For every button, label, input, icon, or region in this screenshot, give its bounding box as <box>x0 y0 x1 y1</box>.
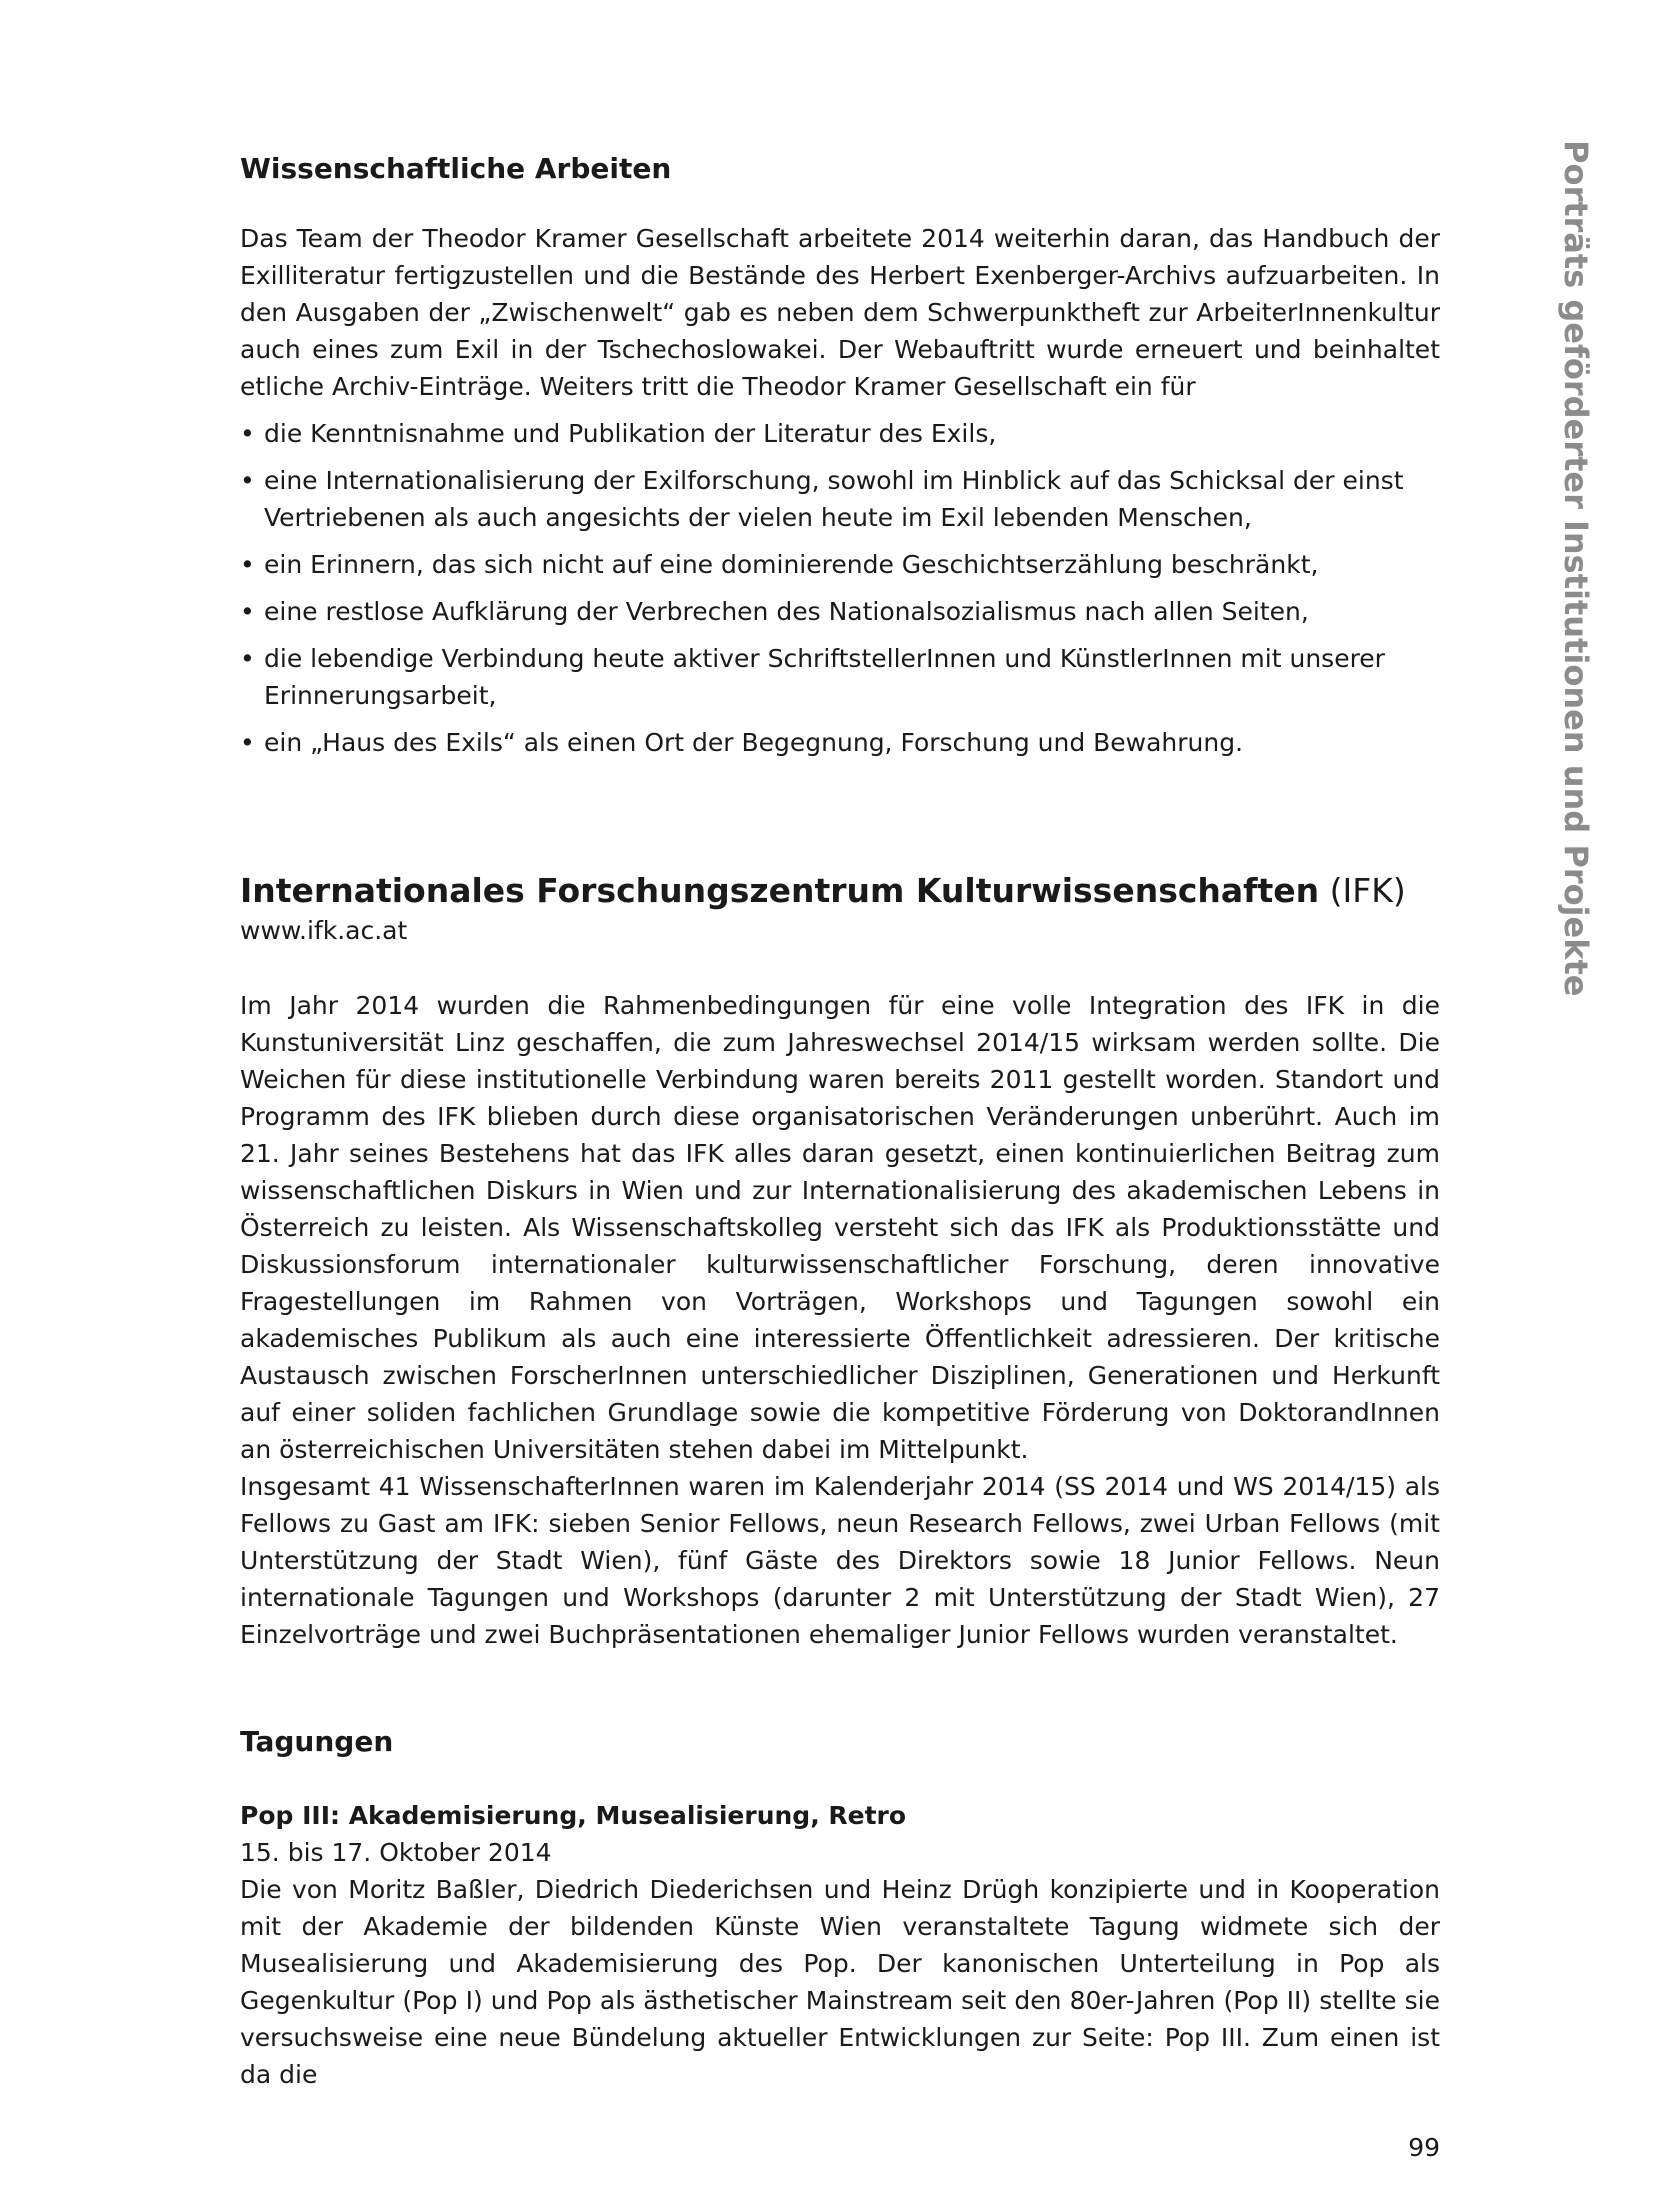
institution-abbreviation: (IFK) <box>1329 871 1406 910</box>
subheading-tagungen: Tagungen <box>240 1725 394 1758</box>
event-description: Die von Moritz Baßler, Diedrich Diederichsen und Heinz Drügh konzipierte und in Kooperation mit der Akademie der bildenden Künste Wien veranstaltete Tagung widmete sich der Musealisierung und Akademisierung des Pop. Der kanonischen Unterteilung in Pop als Gegenkultur (Pop I) und Pop als ästhetischer Mainstream seit den 80er-Jahren (Pop II) stellte sie versuchsweise eine neue Bündelung aktueller Entwicklungen zur Seite: Pop III. Zum einen ist da die <box>240 1875 1440 2089</box>
page-content <box>240 150 1440 2093</box>
bullet-item: • ein „Haus des Exils“ als einen Ort der Begegnung, Forschung und Bewahrung. <box>240 724 1440 761</box>
section1-bullet-list <box>240 415 1440 761</box>
institution-title: Internationales Forschungszentrum Kulturwissenschaften <box>240 871 1320 910</box>
event-date: 15. bis 17. Oktober 2014 <box>240 1838 552 1867</box>
institution-paragraph-2: Insgesamt 41 WissenschafterInnen waren im Kalenderjahr 2014 (SS 2014 und WS 2014/15) als Fellows zu Gast am IFK: sieben Senior Fellows, neun Research Fellows, zwei Urban Fellows (mit Unterstützung der Stadt Wien), fünf Gäste des Direktors sowie 18 Junior Fellows. Neun internationale Tagungen und Workshops (darunter 2 mit Unterstützung der Stadt Wien), 27 Einzelvorträge und zwei Buchpräsentationen ehemaliger Junior Fellows wurden veranstaltet. <box>240 1472 1440 1649</box>
bullet-item: • eine restlose Aufklärung der Verbrechen des Nationalsozialismus nach allen Seiten, <box>240 593 1440 630</box>
institution-heading <box>240 869 1440 913</box>
institution-url: www.ifk.ac.at <box>240 916 408 945</box>
section-heading-wissenschaftliche-arbeiten: Wissenschaftliche Arbeiten <box>240 152 672 185</box>
bullet-item: • die lebendige Verbindung heute aktiver SchriftstellerInnen und KünstlerInnen mit unserer Erinnerungsarbeit, <box>240 640 1440 714</box>
page-number: 99 <box>1408 2133 1440 2162</box>
section1-paragraph: Das Team der Theodor Kramer Gesellschaft arbeitete 2014 weiterhin daran, das Handbuch der Exilliteratur fertigzustellen und die Bestände des Herbert Exenberger-Archivs aufzuarbeiten. In den Ausgaben der „Zwischenwelt“ gab es neben dem Schwerpunktheft zur ArbeiterInnenkultur auch eines zum Exil in der Tschechoslowakei. Der Webauftritt wurde erneuert und beinhaltet etliche Archiv-Einträge. Weiters tritt die Theodor Kramer Gesellschaft ein für <box>240 224 1440 401</box>
bullet-item: • ein Erinnern, das sich nicht auf eine dominierende Geschichtserzählung beschränkt, <box>240 546 1440 583</box>
event-title: Pop III: Akademisierung, Musealisierung, Retro <box>240 1801 907 1830</box>
bullet-item: • eine Internationalisierung der Exilforschung, sowohl im Hinblick auf das Schicksal der einst Vertriebenen als auch angesichts der vielen heute im Exil lebenden Menschen, <box>240 462 1440 536</box>
running-section-title: Porträts geförderter Institutionen und Projekte <box>1557 140 1595 997</box>
institution-paragraph-1: Im Jahr 2014 wurden die Rahmenbedingungen für eine volle Integration des IFK in die Kunstuniversität Linz geschaffen, die zum Jahreswechsel 2014/15 wirksam werden sollte. Die Weichen für diese institutionelle Verbindung waren bereits 2011 gestellt worden. Standort und Programm des IFK blieben durch diese organisatorischen Veränderungen unberührt. Auch im 21. Jahr seines Bestehens hat das IFK alles daran gesetzt, einen kontinuierlichen Beitrag zum wissenschaftlichen Diskurs in Wien und zur Internationalisierung des akademischen Lebens in Österreich zu leisten. Als Wissenschaftskolleg versteht sich das IFK als Produktionsstätte und Diskussionsforum internationaler kulturwissenschaftlicher Forschung, deren innovative Fragestellungen im Rahmen von Vorträgen, Workshops und Tagungen sowohl ein akademisches Publikum als auch eine interessierte Öffentlichkeit adressieren. Der kritische Austausch zwischen ForscherInnen unterschiedlicher Disziplinen, Generationen und Herkunft auf einer soliden fachlichen Grundlage sowie die kompetitive Förderung von DoktorandInnen an österreichischen Universitäten stehen dabei im Mittelpunkt. <box>240 991 1440 1464</box>
bullet-item: • die Kenntnisnahme und Publikation der Literatur des Exils, <box>240 415 1440 452</box>
